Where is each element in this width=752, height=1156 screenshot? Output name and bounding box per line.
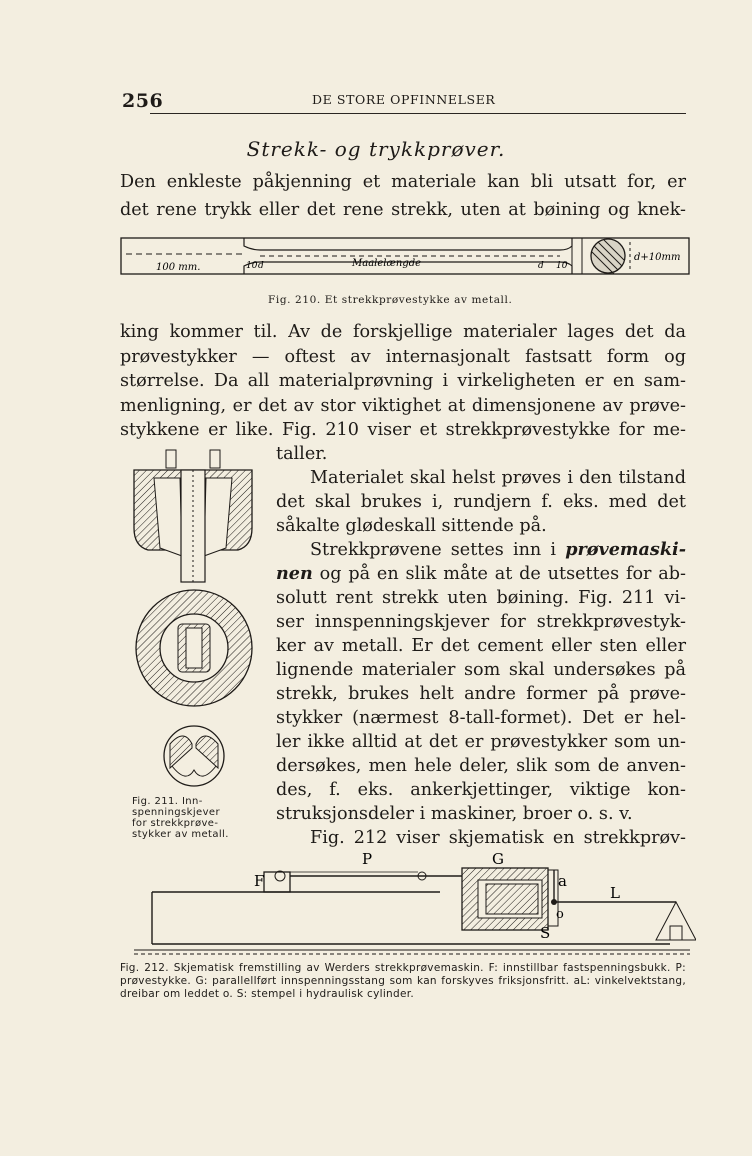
body-line: det skal brukes i, rundjern f. eks. med det — [276, 492, 686, 512]
body-line: Den enkleste påkjenning et materiale kan bli utsatt for, er — [120, 172, 686, 192]
body-line: størrelse. Da all materialprøvning i virkeligheten er en sam- — [120, 371, 686, 391]
body-line: menligning, er det av stor viktighet at dimensjonene av prøve- — [120, 396, 686, 416]
fig212-label-a: a — [558, 872, 567, 890]
body-line: Fig. 212 viser skjematisk en strekkprøv- — [310, 828, 686, 848]
section-title: Strekk- og trykkprøver. — [246, 137, 506, 161]
caption-line: for strekkprøve- — [132, 818, 219, 829]
body-line: såkalte glødeskall sittende på. — [276, 516, 547, 536]
fig210-label-diameter: d+10mm — [634, 252, 681, 263]
fig210-label-length: 100 mm. — [156, 262, 201, 273]
fig210-label-10: 10 — [246, 261, 258, 271]
body-text: Strekkprøvene settes inn i — [310, 540, 557, 560]
body-line: king kommer til. Av de forskjellige materialer lages det da — [120, 322, 686, 342]
figure-210-caption: Fig. 210. Et strekkprøvestykke av metall. — [268, 294, 513, 306]
caption-line: Fig. 211. Inn- — [132, 796, 203, 807]
body-line: stykkene er like. Fig. 210 viser et strekkprøvestykke for me- — [120, 420, 686, 440]
body-text: og på en slik måte at de utsettes for ab- — [319, 564, 686, 584]
fig212-label-L: L — [610, 884, 620, 902]
emphasis-text: prøvemaski- — [565, 539, 687, 560]
body-line: solutt rent strekk uten bøining. Fig. 211 vi- — [276, 588, 686, 608]
body-line: dersøkes, men hele deler, slik som de anven- — [276, 756, 686, 776]
body-line: lignende materialer som skal undersøkes på — [276, 660, 686, 680]
body-line: strekk, brukes helt andre former på prøve- — [276, 684, 686, 704]
fig212-label-F: F — [254, 872, 265, 890]
body-line: ser innspenningskjever for strekkprøvestyk- — [276, 612, 686, 632]
header-rule — [150, 113, 686, 114]
page-number: 256 — [122, 90, 164, 112]
body-line: des, f. eks. ankerkjettinger, viktige kon- — [276, 780, 686, 800]
body-line: stykker (nærmest 8-tall-formet). Det er hel- — [276, 708, 686, 728]
fig210-label-gauge: Maalelængde — [352, 258, 422, 269]
body-line: prøvestykker — oftest av internasjonalt fastsatt form og — [120, 347, 686, 367]
body-line — [310, 538, 686, 562]
figure-212-testing-machine — [130, 846, 696, 958]
body-line: taller. — [276, 444, 328, 464]
fig212-label-P: P — [362, 850, 373, 868]
figure-210-specimen — [120, 232, 694, 282]
running-title: DE STORE OPFINNELSER — [312, 92, 496, 107]
fig210-label-d: d — [258, 261, 264, 271]
body-line: struksjonsdeler i maskiner, broer o. s. v. — [276, 804, 633, 824]
body-line: det rene trykk eller det rene strekk, uten at bøining og knek- — [120, 200, 686, 220]
fig212-label-G: G — [492, 850, 504, 868]
fig210-label-d2: d — [538, 261, 544, 271]
body-line: ker av metall. Er det cement eller sten eller — [276, 636, 686, 656]
figure-211-grips — [126, 448, 266, 788]
emphasis-text: nen — [276, 563, 313, 584]
body-line: Materialet skal helst prøves i den tilstand — [310, 468, 686, 488]
fig212-label-o: o — [556, 907, 564, 922]
body-line: ler ikke alltid at det er prøvestykker som un- — [276, 732, 686, 752]
fig212-label-S: S — [540, 924, 551, 942]
caption-line: spenningskjever — [132, 807, 220, 818]
figure-212-caption: Fig. 212. Skjematisk fremstilling av Werders strekkprøvemaskin. F: innstillbar fastspenningsbukk. P: prøvestykke. G: parallellført innspenningsstang som kan forskyves friksjonsfritt. aL: vinkelvektstang, dreibar om leddet o. S: stempel i hydraulisk cylinder. — [120, 962, 686, 1000]
figure-211-caption — [132, 796, 267, 840]
body-line — [276, 562, 686, 586]
fig210-label-10b: 10 — [556, 261, 568, 271]
caption-line: stykker av metall. — [132, 829, 229, 840]
